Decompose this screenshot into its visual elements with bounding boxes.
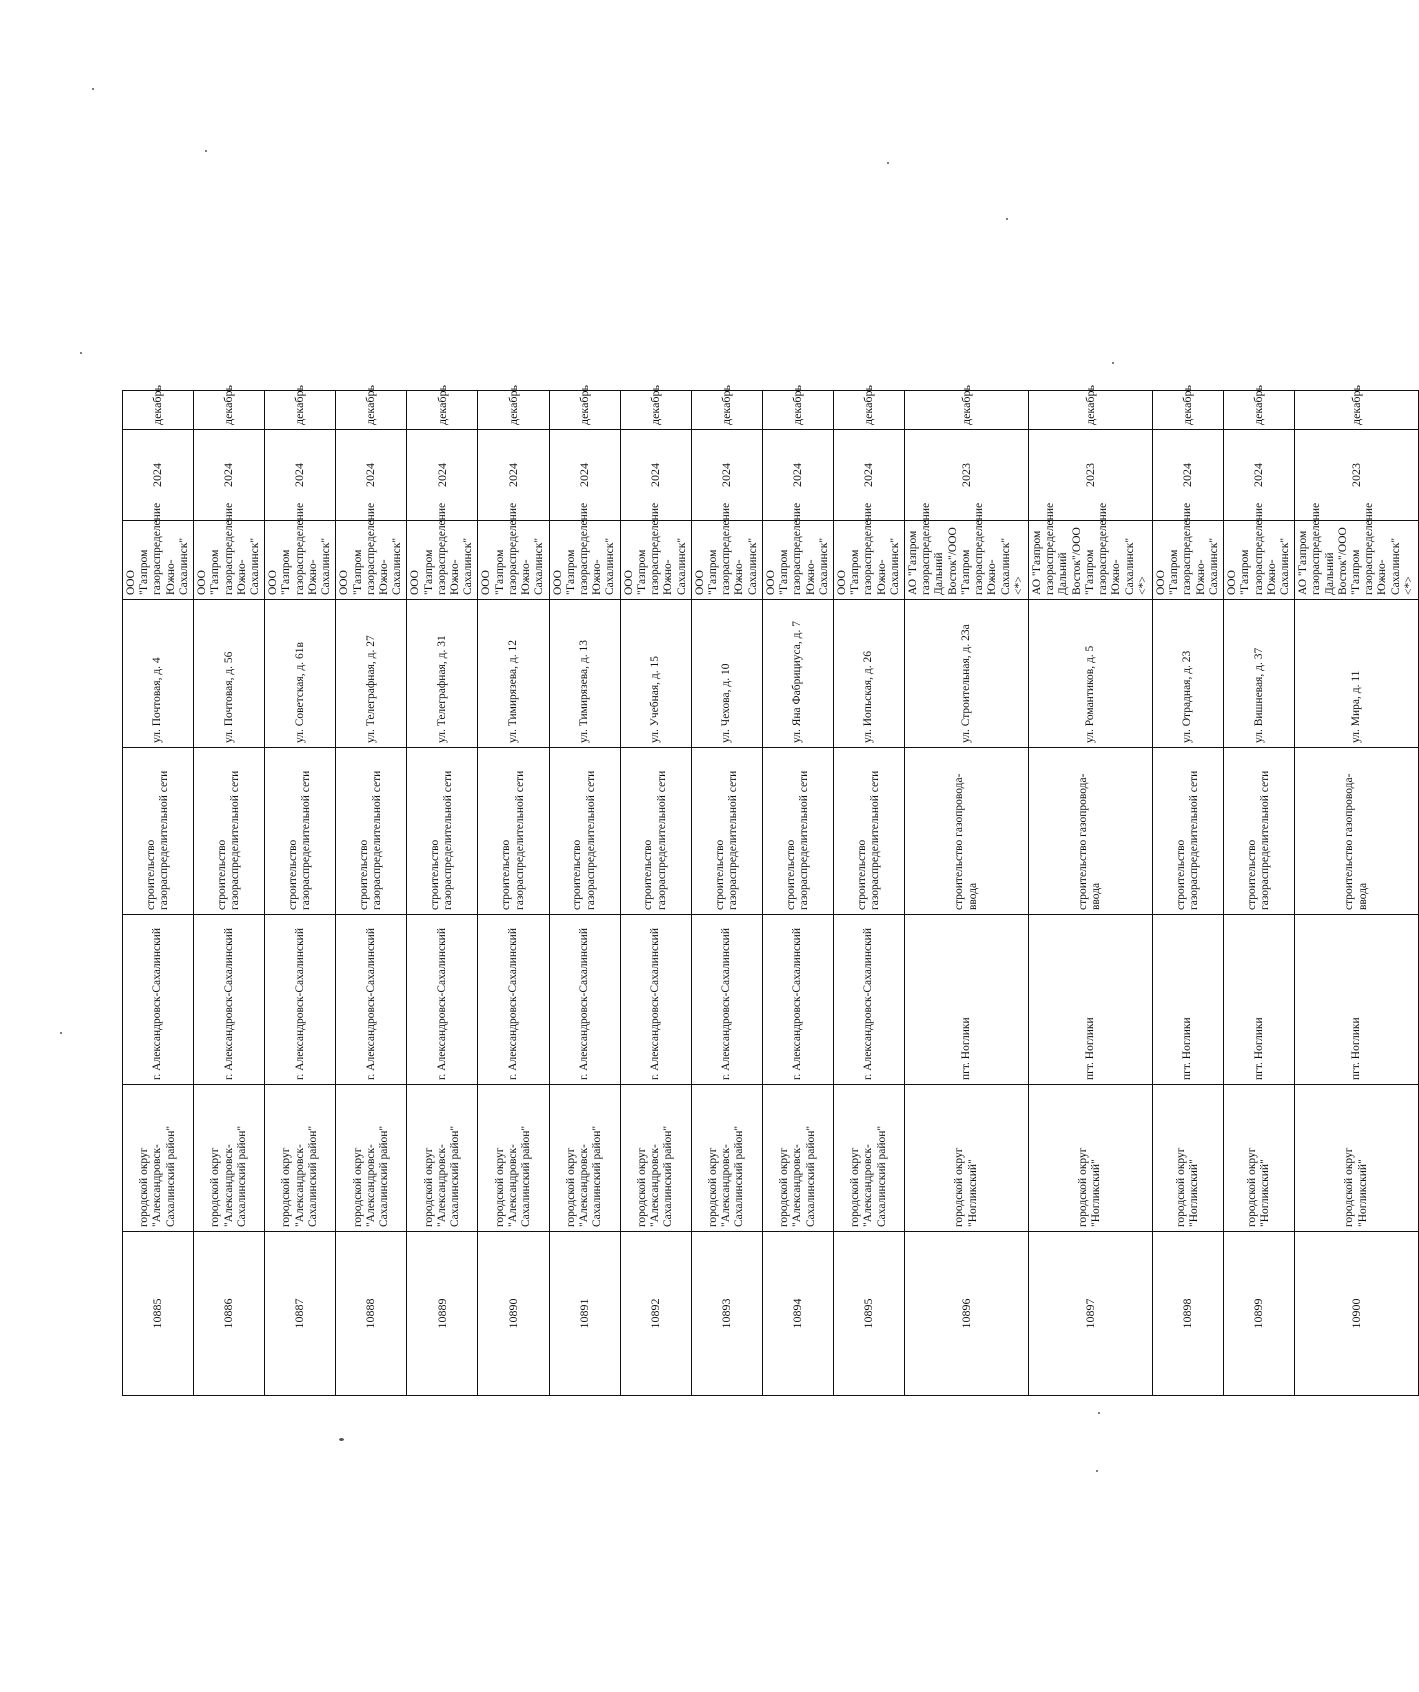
district-cell: городской округ "Александровск-Сахалинский район": [549, 1085, 620, 1232]
year-cell: 2024: [336, 430, 407, 521]
year-cell: 2024: [194, 430, 265, 521]
locality-cell: г. Александровск-Сахалинский: [833, 915, 904, 1085]
table-row: [265, 391, 336, 1396]
district-cell: городской округ "Ногликский": [1029, 1085, 1153, 1232]
year-cell: 2024: [549, 430, 620, 521]
table-row: [905, 391, 1029, 1396]
work-type-cell: строительство газораспределительной сети: [691, 748, 762, 915]
year-cell: 2024: [691, 430, 762, 521]
organization-cell: ООО "Газпром газораспределение Южно-Сахалинск": [407, 521, 478, 600]
year-cell: 2023: [905, 430, 1029, 521]
locality-cell: г. Александровск-Сахалинский: [194, 915, 265, 1085]
month-cell: декабрь: [905, 391, 1029, 430]
district-cell: городской округ "Александровск-Сахалинский район": [620, 1085, 691, 1232]
row-number: 10898: [1152, 1232, 1223, 1396]
month-cell: декабрь: [123, 391, 194, 430]
organization-cell: ООО "Газпром газораспределение Южно-Сахалинск": [123, 521, 194, 600]
row-number: 10888: [336, 1232, 407, 1396]
locality-cell: г. Александровск-Сахалинский: [620, 915, 691, 1085]
locality-cell: г. Александровск-Сахалинский: [478, 915, 549, 1085]
locality-cell: пгт. Ноглики: [1152, 915, 1223, 1085]
row-number: 10893: [691, 1232, 762, 1396]
table-row: [691, 391, 762, 1396]
address-cell: ул. Учебная, д. 15: [620, 600, 691, 748]
row-number: 10890: [478, 1232, 549, 1396]
table-row: [762, 391, 833, 1396]
district-cell: городской округ "Александровск-Сахалинский район": [762, 1085, 833, 1232]
year-cell: 2023: [1029, 430, 1153, 521]
scan-speck: [1096, 1470, 1098, 1472]
scan-speck: [205, 150, 207, 152]
address-cell: ул. Романтиков, д. 5: [1029, 600, 1153, 748]
organization-cell: АО "Газпром газораспределение Дальний Восток"/ООО "Газпром газораспределение Южно-Сахалинск" <*>: [905, 521, 1029, 600]
district-cell: городской округ "Александровск-Сахалинский район": [194, 1085, 265, 1232]
work-type-cell: строительство газораспределительной сети: [762, 748, 833, 915]
locality-cell: г. Александровск-Сахалинский: [691, 915, 762, 1085]
row-number: 10897: [1029, 1232, 1153, 1396]
address-cell: ул. Телеграфная, д. 31: [407, 600, 478, 748]
table-row: [194, 391, 265, 1396]
row-number: 10896: [905, 1232, 1029, 1396]
table-row: [549, 391, 620, 1396]
scan-speck: [887, 162, 889, 164]
address-cell: ул. Тимирязева, д. 12: [478, 600, 549, 748]
scan-speck: [1006, 218, 1008, 220]
district-cell: городской округ "Александровск-Сахалинский район": [691, 1085, 762, 1232]
work-type-cell: строительство газораспределительной сети: [549, 748, 620, 915]
table-row: [123, 391, 194, 1396]
district-cell: городской округ "Ногликский": [905, 1085, 1029, 1232]
organization-cell: ООО "Газпром газораспределение Южно-Сахалинск": [194, 521, 265, 600]
row-number: 10900: [1295, 1232, 1419, 1396]
month-cell: декабрь: [1029, 391, 1153, 430]
row-number: 10889: [407, 1232, 478, 1396]
district-cell: городской округ "Ногликский": [1152, 1085, 1223, 1232]
year-cell: 2024: [833, 430, 904, 521]
row-number: 10894: [762, 1232, 833, 1396]
organization-cell: ООО "Газпром газораспределение Южно-Сахалинск": [1224, 521, 1295, 600]
row-number: 10899: [1224, 1232, 1295, 1396]
row-number: 10891: [549, 1232, 620, 1396]
work-type-cell: строительство газораспределительной сети: [620, 748, 691, 915]
year-cell: 2024: [1152, 430, 1223, 521]
gasification-table: [122, 385, 1419, 1396]
row-number: 10887: [265, 1232, 336, 1396]
month-cell: декабрь: [478, 391, 549, 430]
table-row: [620, 391, 691, 1396]
locality-cell: г. Александровск-Сахалинский: [123, 915, 194, 1085]
work-type-cell: строительство газопровода-ввода: [1029, 748, 1153, 915]
district-cell: городской округ "Александровск-Сахалинский район": [407, 1085, 478, 1232]
table-row: [1152, 391, 1223, 1396]
address-cell: ул. Советская, д. 61в: [265, 600, 336, 748]
month-cell: декабрь: [1224, 391, 1295, 430]
work-type-cell: строительство газопровода-ввода: [905, 748, 1029, 915]
work-type-cell: строительство газораспределительной сети: [336, 748, 407, 915]
address-cell: ул. Чехова, д. 10: [691, 600, 762, 748]
district-cell: городской округ "Александровск-Сахалинский район": [833, 1085, 904, 1232]
month-cell: декабрь: [194, 391, 265, 430]
address-cell: ул. Отрадная, д. 23: [1152, 600, 1223, 748]
locality-cell: пгт. Ноглики: [1029, 915, 1153, 1085]
organization-cell: ООО "Газпром газораспределение Южно-Сахалинск": [762, 521, 833, 600]
address-cell: ул. Вишневая, д. 37: [1224, 600, 1295, 748]
month-cell: декабрь: [833, 391, 904, 430]
month-cell: декабрь: [407, 391, 478, 430]
table-row: [1029, 391, 1153, 1396]
row-number: 10886: [194, 1232, 265, 1396]
table-row: [336, 391, 407, 1396]
locality-cell: пгт. Ноглики: [1224, 915, 1295, 1085]
organization-cell: ООО "Газпром газораспределение Южно-Сахалинск": [549, 521, 620, 600]
table-row: [407, 391, 478, 1396]
address-cell: ул. Почтовая, д. 4: [123, 600, 194, 748]
month-cell: декабрь: [265, 391, 336, 430]
table-row: [833, 391, 904, 1396]
organization-cell: АО "Газпром газораспределение Дальний Восток"/ООО "Газпром газораспределение Южно-Сахалинск" <*>: [1295, 521, 1419, 600]
scan-speck: [339, 1438, 344, 1441]
work-type-cell: строительство газораспределительной сети: [833, 748, 904, 915]
organization-cell: ООО "Газпром газораспределение Южно-Сахалинск": [265, 521, 336, 600]
address-cell: ул. Почтовая, д. 56: [194, 600, 265, 748]
organization-cell: ООО "Газпром газораспределение Южно-Сахалинск": [620, 521, 691, 600]
year-cell: 2024: [620, 430, 691, 521]
scan-speck: [1112, 362, 1114, 364]
month-cell: декабрь: [336, 391, 407, 430]
table-row: [1295, 391, 1419, 1396]
locality-cell: пгт. Ноглики: [905, 915, 1029, 1085]
locality-cell: пгт. Ноглики: [1295, 915, 1419, 1085]
year-cell: 2023: [1295, 430, 1419, 521]
organization-cell: ООО "Газпром газораспределение Южно-Сахалинск": [691, 521, 762, 600]
work-type-cell: строительство газораспределительной сети: [265, 748, 336, 915]
work-type-cell: строительство газораспределительной сети: [478, 748, 549, 915]
month-cell: декабрь: [620, 391, 691, 430]
locality-cell: г. Александровск-Сахалинский: [336, 915, 407, 1085]
locality-cell: г. Александровск-Сахалинский: [407, 915, 478, 1085]
table-body: [123, 385, 1419, 1396]
organization-cell: ООО "Газпром газораспределение Южно-Сахалинск": [478, 521, 549, 600]
year-cell: 2024: [1224, 430, 1295, 521]
address-cell: ул. Иопьская, д. 26: [833, 600, 904, 748]
year-cell: 2024: [478, 430, 549, 521]
district-cell: городской округ "Александровск-Сахалинский район": [265, 1085, 336, 1232]
work-type-cell: строительство газораспределительной сети: [1152, 748, 1223, 915]
table-row: [478, 391, 549, 1396]
organization-cell: ООО "Газпром газораспределение Южно-Сахалинск": [833, 521, 904, 600]
work-type-cell: строительство газопровода-ввода: [1295, 748, 1419, 915]
organization-cell: АО "Газпром газораспределение Дальний Восток"/ООО "Газпром газораспределение Южно-Сахалинск" <*>: [1029, 521, 1153, 600]
scan-speck: [92, 88, 94, 90]
rotated-table-container: [122, 385, 1415, 1396]
address-cell: ул. Тимирязева, д. 13: [549, 600, 620, 748]
scan-speck: [60, 1032, 62, 1034]
locality-cell: г. Александровск-Сахалинский: [265, 915, 336, 1085]
scan-speck: [80, 352, 82, 354]
work-type-cell: строительство газораспределительной сети: [407, 748, 478, 915]
district-cell: городской округ "Александровск-Сахалинский район": [123, 1085, 194, 1232]
address-cell: ул. Яна Фабрициуса, д. 7: [762, 600, 833, 748]
district-cell: городской округ "Ногликский": [1224, 1085, 1295, 1232]
month-cell: декабрь: [549, 391, 620, 430]
organization-cell: ООО "Газпром газораспределение Южно-Сахалинск": [336, 521, 407, 600]
row-number: 10895: [833, 1232, 904, 1396]
work-type-cell: строительство газораспределительной сети: [194, 748, 265, 915]
district-cell: городской округ "Александровск-Сахалинский район": [478, 1085, 549, 1232]
year-cell: 2024: [407, 430, 478, 521]
district-cell: городской округ "Ногликский": [1295, 1085, 1419, 1232]
year-cell: 2024: [762, 430, 833, 521]
locality-cell: г. Александровск-Сахалинский: [762, 915, 833, 1085]
work-type-cell: строительство газораспределительной сети: [123, 748, 194, 915]
district-cell: городской округ "Александровск-Сахалинский район": [336, 1085, 407, 1232]
scan-speck: [1098, 1412, 1100, 1414]
year-cell: 2024: [265, 430, 336, 521]
row-number: 10885: [123, 1232, 194, 1396]
address-cell: ул. Мира, д. 11: [1295, 600, 1419, 748]
month-cell: декабрь: [762, 391, 833, 430]
organization-cell: ООО "Газпром газораспределение Южно-Сахалинск": [1152, 521, 1223, 600]
table-row: [1224, 391, 1295, 1396]
year-cell: 2024: [123, 430, 194, 521]
row-number: 10892: [620, 1232, 691, 1396]
month-cell: декабрь: [1295, 391, 1419, 430]
address-cell: ул. Телеграфная, д. 27: [336, 600, 407, 748]
month-cell: декабрь: [691, 391, 762, 430]
address-cell: ул. Строительная, д. 23а: [905, 600, 1029, 748]
locality-cell: г. Александровск-Сахалинский: [549, 915, 620, 1085]
month-cell: декабрь: [1152, 391, 1223, 430]
work-type-cell: строительство газораспределительной сети: [1224, 748, 1295, 915]
